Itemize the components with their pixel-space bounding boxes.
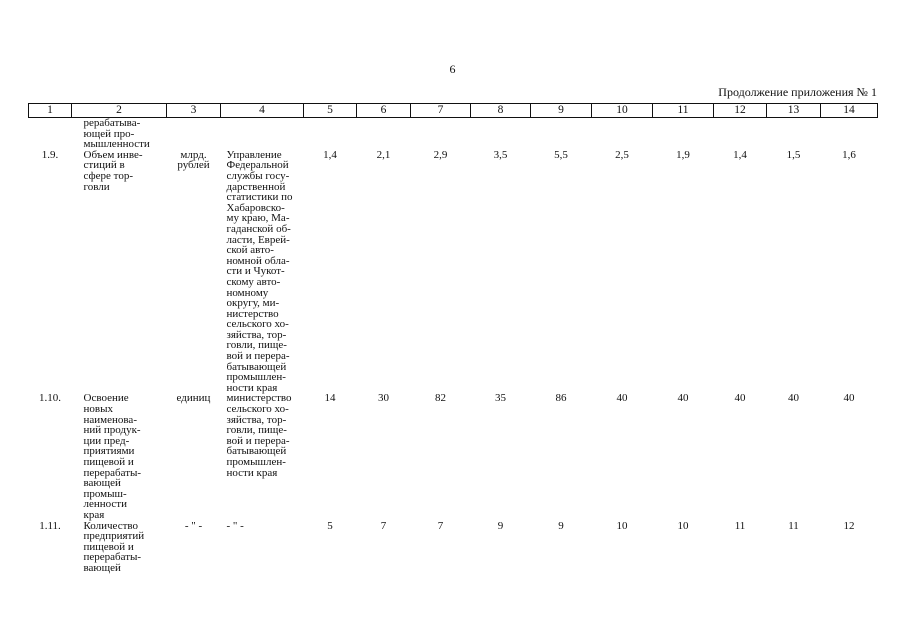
data-source-line: промышлен- <box>226 371 286 384</box>
table-row <box>29 150 878 394</box>
value-cell: 10 <box>616 519 628 532</box>
data-source-line: сельского хо- <box>226 318 289 331</box>
column-number-11: 11 <box>653 104 714 118</box>
column-number-10: 10 <box>592 104 653 118</box>
value-cell: 40 <box>616 392 628 405</box>
column-number-13: 13 <box>767 104 821 118</box>
data-source-line: гаданской об- <box>226 222 291 235</box>
value-cell: 2,1 <box>376 148 391 161</box>
data-source-line: - " - <box>226 519 244 532</box>
data-source-line: говли, пище- <box>226 339 287 352</box>
row-number: 1.9. <box>41 148 59 161</box>
value-cell: 1,4 <box>323 148 337 161</box>
value-cell: 2,9 <box>433 148 448 161</box>
data-source-line: промышлен- <box>226 456 286 468</box>
value-cell: 7 <box>380 519 387 532</box>
data-source-line: сельского хо- <box>226 403 289 416</box>
data-source-line: Федеральной <box>226 159 289 172</box>
table-body <box>29 118 878 574</box>
data-source-line: говли, пище- <box>226 424 287 437</box>
value-cell: 9 <box>497 519 504 532</box>
indicator-name-line: пищевой и <box>83 540 134 553</box>
value-cell: 82 <box>435 392 446 405</box>
column-number-12: 12 <box>714 104 767 118</box>
data-source-line: ности края <box>226 381 278 394</box>
indicator-name <box>72 118 167 150</box>
value-cell: 2,5 <box>615 148 629 161</box>
indicator-name-line: ющей про- <box>83 127 135 140</box>
data-source-line: ской авто- <box>226 244 274 257</box>
unit-of-measure-line: млрд. <box>180 148 207 161</box>
table-row <box>29 118 878 150</box>
column-number-8: 8 <box>471 104 531 118</box>
indicator-name-line: промыш- <box>83 487 127 500</box>
data-source-line: нистерство <box>226 307 279 320</box>
value-cell <box>531 118 592 150</box>
indicator-name-line: сфере тор- <box>83 169 133 182</box>
value-cell: 40 <box>734 392 746 405</box>
unit-of-measure-line: - " - <box>184 519 203 532</box>
column-number-4: 4 <box>221 104 304 118</box>
value-cell: 10 <box>677 519 689 532</box>
unit-of-measure <box>167 150 221 394</box>
column-number-2: 2 <box>72 104 167 118</box>
data-source-line: му краю, Ма- <box>226 212 290 225</box>
indicator-name-line: края <box>83 508 105 521</box>
data-source-line: вой и перера- <box>226 350 290 363</box>
indicator-name-line: Объем инве- <box>83 148 143 161</box>
indicator-name-line: наименова- <box>83 413 137 426</box>
unit-of-measure <box>167 118 221 150</box>
value-cell <box>411 118 471 150</box>
value-cell: 3,5 <box>493 148 508 161</box>
continuation-label: Продолжение приложения № 1 <box>718 85 877 99</box>
indicator-name <box>72 521 167 574</box>
table-row <box>29 393 878 520</box>
indicator-name-line: Освоение <box>83 392 129 405</box>
data-source-line: ности края <box>226 466 278 479</box>
indicators-table <box>28 103 878 574</box>
indicator-name <box>72 150 167 394</box>
column-number-3: 3 <box>167 104 221 118</box>
data-source <box>221 393 304 520</box>
indicator-name-line: ний продук- <box>83 424 141 437</box>
value-cell: 12 <box>843 519 855 532</box>
value-cell <box>304 118 357 150</box>
indicator-name-line: ленности <box>83 498 127 511</box>
indicator-name-line: перерабаты- <box>83 551 142 564</box>
indicator-name-line: Количество <box>83 519 139 532</box>
row-number: 1.10. <box>39 392 61 405</box>
indicator-name-line: пищевой и <box>83 456 134 468</box>
indicator-name-line: рерабатыва- <box>83 117 141 129</box>
table-row <box>29 521 878 574</box>
data-source <box>221 118 304 150</box>
column-number-6: 6 <box>357 104 411 118</box>
data-source-line: зяйства, тор- <box>226 328 287 341</box>
unit-of-measure-line: рублей <box>177 159 210 172</box>
indicator-name-line: говли <box>83 180 110 193</box>
data-source-line: округу, ми- <box>226 297 280 310</box>
value-cell: 40 <box>677 392 689 405</box>
data-source-line: Управление <box>226 148 282 161</box>
value-cell <box>357 118 411 150</box>
indicator-name-line: перерабаты- <box>83 466 142 479</box>
value-cell: 7 <box>437 519 444 532</box>
data-source-line: службы госу- <box>226 169 290 182</box>
column-number-row <box>29 104 878 118</box>
value-cell: 86 <box>555 392 567 405</box>
indicator-name-line: новых <box>83 403 113 416</box>
value-cell: 11 <box>734 519 746 532</box>
value-cell <box>653 118 714 150</box>
data-source-line: Хабаровско- <box>226 201 285 214</box>
indicator-name-line: приятиями <box>83 445 135 458</box>
data-source-line: скому авто- <box>226 275 281 288</box>
value-cell: 5 <box>327 519 333 532</box>
value-cell: 1,6 <box>842 148 856 161</box>
data-source <box>221 521 304 574</box>
unit-of-measure <box>167 521 221 574</box>
data-source-line: батывающей <box>226 360 287 373</box>
data-source-line: вой и перера- <box>226 434 290 447</box>
unit-of-measure <box>167 393 221 520</box>
indicator-name-line: мышленности <box>83 138 150 151</box>
data-source-line: сти и Чукот- <box>226 265 285 278</box>
row-number: 1.11. <box>39 519 61 532</box>
column-number-14: 14 <box>821 104 878 118</box>
value-cell: 5,5 <box>554 148 568 161</box>
indicator-name-line: вающей <box>83 477 121 490</box>
indicator-name <box>72 393 167 520</box>
value-cell <box>471 118 531 150</box>
value-cell <box>592 118 653 150</box>
value-cell: 30 <box>378 392 389 405</box>
value-cell: 40 <box>788 392 799 405</box>
column-number-5: 5 <box>304 104 357 118</box>
data-source-line: дарственной <box>226 180 286 193</box>
value-cell <box>714 118 767 150</box>
value-cell <box>821 118 878 150</box>
value-cell: 40 <box>843 392 855 405</box>
page-number: 6 <box>449 62 456 76</box>
data-source-line: номной обла- <box>226 254 290 267</box>
value-cell: 1,5 <box>786 148 801 161</box>
data-source <box>221 150 304 394</box>
indicator-name-line: ции пред- <box>83 434 130 447</box>
indicator-name-line: стиций в <box>83 159 125 172</box>
data-source-line: ласти, Еврей- <box>226 233 290 246</box>
row-number <box>29 118 72 150</box>
value-cell: 11 <box>788 519 799 532</box>
data-source-line: министерство <box>226 392 292 405</box>
data-source-line: статистики по <box>226 191 293 204</box>
column-number-9: 9 <box>531 104 592 118</box>
indicator-name-line: вающей <box>83 561 121 574</box>
column-number-7: 7 <box>411 104 471 118</box>
value-cell: 1,4 <box>733 148 747 161</box>
unit-of-measure-line: единиц <box>176 392 211 405</box>
data-source-line: зяйства, тор- <box>226 413 287 426</box>
value-cell: 14 <box>324 392 336 405</box>
data-source-line: номному <box>226 286 269 299</box>
column-number-1: 1 <box>29 104 72 118</box>
value-cell: 35 <box>495 392 506 405</box>
indicator-name-line: предприятий <box>83 530 145 543</box>
value-cell: 1,9 <box>676 148 690 161</box>
value-cell: 9 <box>558 519 564 532</box>
data-source-line: батывающей <box>226 445 287 458</box>
value-cell <box>767 118 821 150</box>
